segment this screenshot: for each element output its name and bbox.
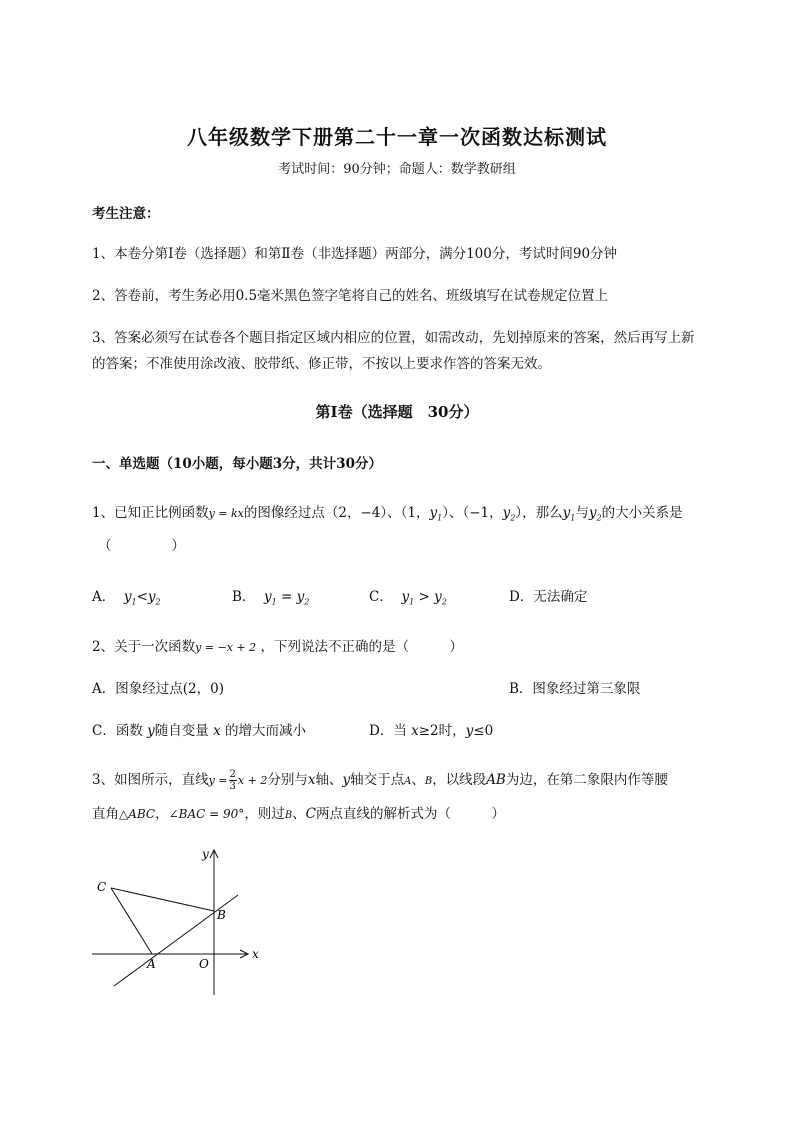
part-heading: 一、单选题（10小题，每小题3分，共计30分） — [92, 456, 382, 472]
q1-option-a[interactable]: A． $y_1<y_2$ — [92, 589, 161, 607]
question-3-cont: 直角△ABC，∠BAC = 90°，则过B、C两点直线的解析式为（ ） — [92, 806, 506, 822]
question-2: 2、关于一次函数y = −x + 2 ，下列说法不正确的是（ ） — [92, 639, 463, 655]
q2-option-c[interactable]: C．函数 y随自变量 x 的增大而减小 — [92, 723, 306, 739]
segment-ca — [111, 888, 152, 954]
q1-text: ），那么 — [515, 505, 563, 521]
q1-function: y = kx — [208, 507, 244, 520]
q3-figure — [88, 842, 268, 1000]
notice-heading: 考生注意： — [92, 206, 160, 222]
q1-text: 1、已知正比例函数 — [92, 505, 209, 521]
q2-option-a[interactable]: A．图象经过点(2，0) — [92, 681, 224, 697]
notice-item-3-cont: 的答案；不准使用涂改液、胶带纸、修正带，不按以上要求作答的答案无效。 — [92, 356, 551, 372]
question-3: 3、如图所示，直线y = $\frac{2}{3}$ x + 2分别与x轴、y轴交于点A、B，以线段AB为边，在第二象限内作等腰 — [92, 769, 668, 792]
q1-option-d[interactable]: D．无法确定 — [509, 589, 588, 605]
notice-item-1: 1、本卷分第Ⅰ卷（选择题）和第Ⅱ卷（非选择题）两部分，满分100分，考试时间90分钟 — [92, 246, 618, 262]
q2-function: y = −x + 2 — [195, 641, 257, 654]
q3-fraction: $\frac{2}{3}$ — [229, 769, 236, 792]
page-title: 八年级数学下册第二十一章一次函数达标测试 — [187, 125, 607, 149]
segment-cb — [111, 888, 214, 911]
q1-text: 的大小关系是 — [601, 505, 683, 521]
q1-y2b: $y_2$ — [588, 505, 602, 523]
q1-text: 与 — [575, 505, 589, 521]
section-title: 第Ⅰ卷（选择题 30分） — [315, 403, 479, 421]
notice-item-2: 2、答卷前，考生务必用0.5毫米黑色签字笔将自己的姓名、班级填写在试卷规定位置上 — [92, 288, 609, 304]
q1-text: 的图像经过点（2，−4）、（1， — [243, 505, 430, 521]
q1-option-c[interactable]: C． $y_1 > y_2$ — [369, 589, 447, 607]
label-y: y — [202, 847, 209, 861]
q1-answer-paren: （ ） — [98, 538, 185, 554]
q1-text: ）、（−1， — [442, 505, 503, 521]
q2-option-d[interactable]: D．当 x≥2时，y≤0 — [369, 723, 494, 739]
q1-y1: $y_1$ — [429, 505, 443, 523]
label-o: O — [199, 957, 209, 971]
exam-info: 考试时间：90分钟；命题人：数学教研组 — [278, 162, 516, 177]
label-x: x — [252, 947, 259, 961]
label-c: C — [97, 880, 107, 894]
q1-y2: $y_2$ — [502, 505, 516, 523]
label-a: A — [147, 957, 156, 971]
label-b: B — [217, 908, 226, 922]
q2-option-b[interactable]: B．图象经过第三象限 — [509, 681, 641, 697]
q1-option-b[interactable]: B． $y_1 = y_2$ — [232, 589, 310, 607]
question-1 — [92, 501, 683, 523]
notice-item-3: 3、答案必须写在试卷各个题目指定区域内相应的位置，如需改动，先划掉原来的答案，然后再写上新 — [92, 330, 695, 346]
q1-y1b: $y_1$ — [562, 505, 576, 523]
